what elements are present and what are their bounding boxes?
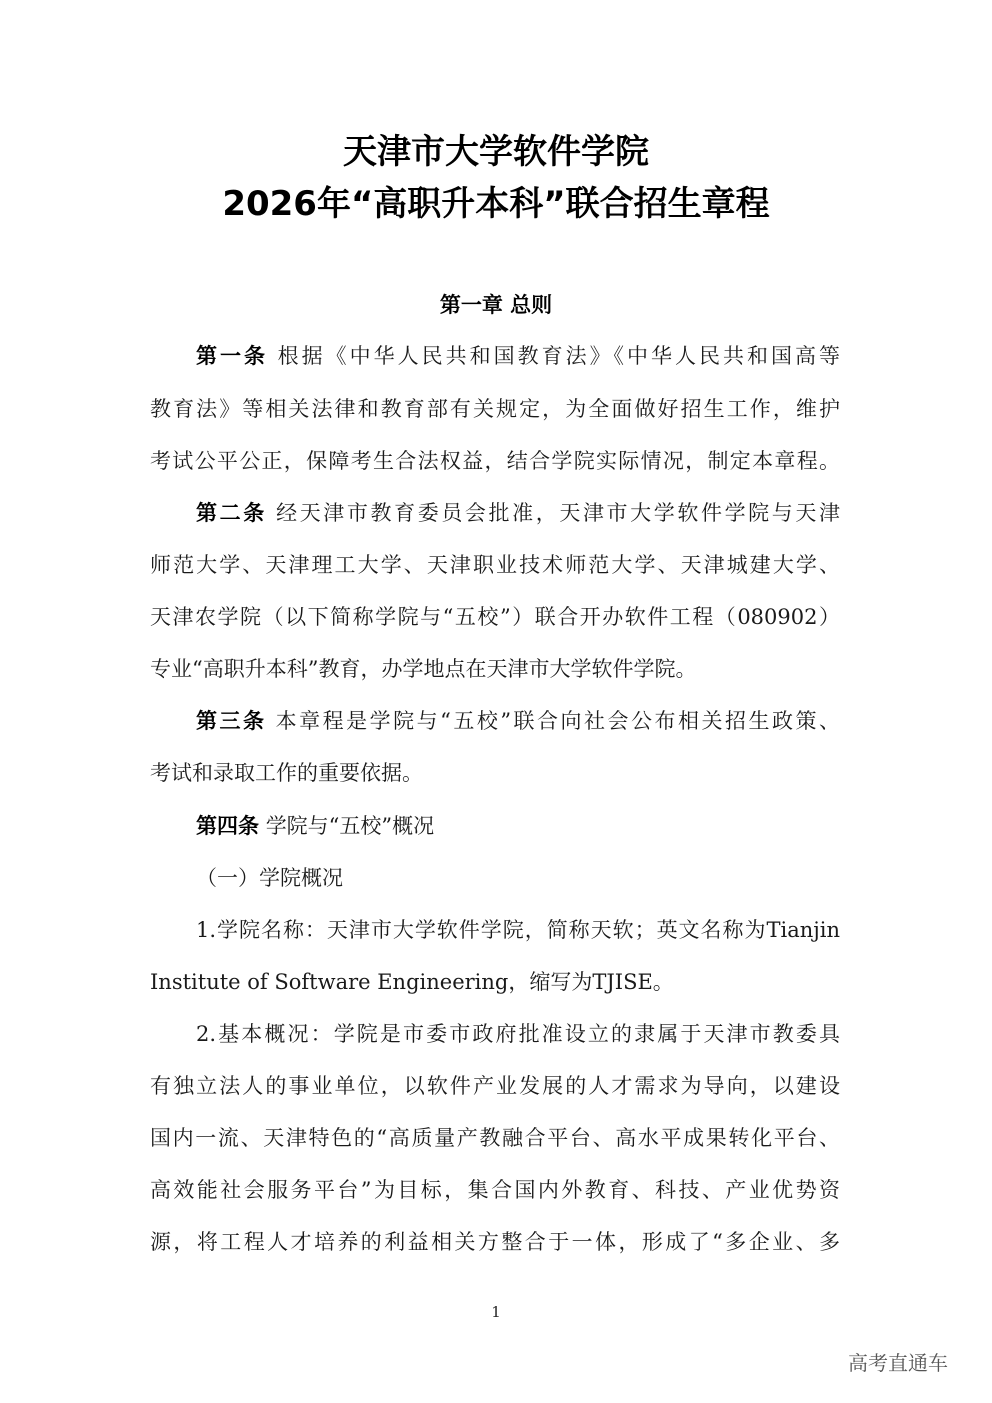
article3-line1 — [196, 706, 840, 736]
document-title-line1: 天津市大学软件学院 — [343, 132, 649, 172]
article2-label: 第二条 — [196, 501, 267, 525]
item2-line4: 高效能社会服务平台”为目标，集合国内外教育、科技、产业优势资 — [150, 1178, 840, 1202]
chapter-heading: 第一章 总则 — [439, 293, 553, 317]
article4-text1: 学院与“五校”概况 — [265, 814, 435, 838]
article4-label: 第四条 — [196, 814, 259, 838]
article2-line4: 专业“高职升本科”教育，办学地点在天津市大学软件学院。 — [150, 657, 697, 681]
article1-line3: 考试公平公正，保障考生合法权益，结合学院实际情况，制定本章程。 — [150, 449, 840, 473]
item1-line1: 1.学院名称：天津市大学软件学院，简称天软；英文名称为Tianjin — [196, 918, 840, 942]
article1-label: 第一条 — [196, 344, 268, 368]
item1-line2: Institute of Software Engineering，缩写为TJISE。 — [150, 970, 674, 994]
section1-heading: （一）学院概况 — [196, 866, 343, 890]
item2-line1: 2.基本概况：学院是市委市政府批准设立的隶属于天津市教委具 — [196, 1022, 840, 1046]
item2-line2: 有独立法人的事业单位，以软件产业发展的人才需求为导向，以建设 — [150, 1074, 840, 1098]
article2-text1: 经天津市教育委员会批准，天津市大学软件学院与天津 — [276, 501, 840, 525]
document-title-line2: 2026年“高职升本科”联合招生章程 — [222, 184, 770, 224]
item2-line3: 国内一流、天津特色的“高质量产教融合平台、高水平成果转化平台、 — [150, 1126, 840, 1150]
article2-line1 — [196, 498, 840, 528]
item2-line5: 源，将工程人才培养的利益相关方整合于一体，形成了“多企业、多 — [150, 1230, 840, 1254]
watermark-text: 高考直通车 — [848, 1351, 948, 1375]
article3-text1: 本章程是学院与“五校”联合向社会公布相关招生政策、 — [275, 709, 840, 733]
article2-line3: 天津农学院（以下简称学院与“五校”）联合开办软件工程（080902） — [150, 605, 840, 629]
page-number: 1 — [491, 1303, 501, 1321]
article1-text1: 根据《中华人民共和国教育法》《中华人民共和国高等 — [277, 344, 840, 368]
article4-line1 — [196, 811, 434, 841]
article3-line2: 考试和录取工作的重要依据。 — [150, 761, 423, 785]
article3-label: 第三条 — [196, 709, 267, 733]
article1-line2: 教育法》等相关法律和教育部有关规定，为全面做好招生工作，维护 — [150, 397, 840, 421]
article1-line1 — [196, 341, 840, 371]
article2-line2: 师范大学、天津理工大学、天津职业技术师范大学、天津城建大学、 — [150, 553, 840, 577]
